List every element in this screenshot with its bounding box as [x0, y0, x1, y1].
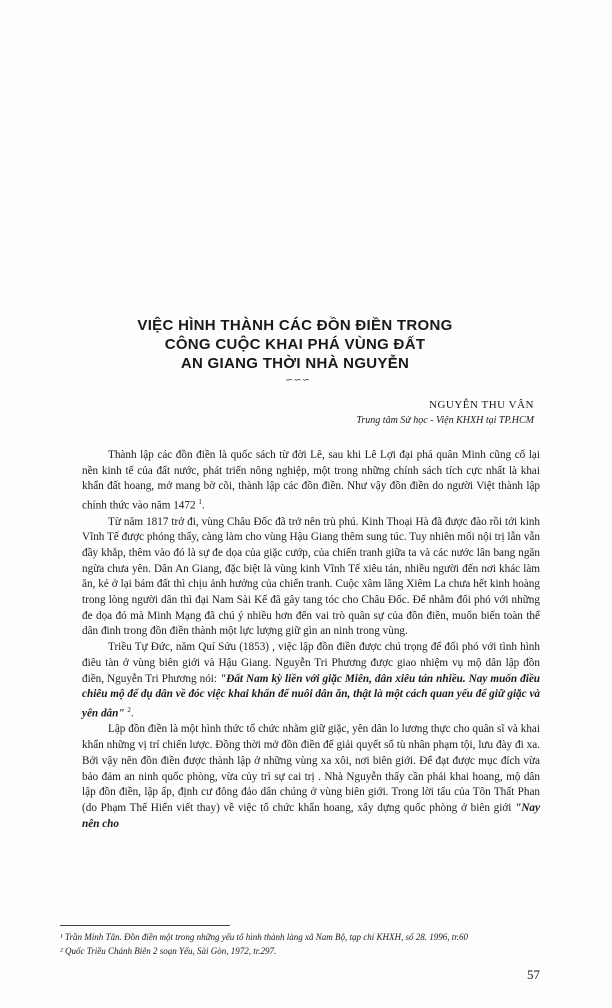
- paragraph-tail: .: [130, 707, 134, 720]
- paragraph: [82, 722, 540, 832]
- title-line: VIỆC HÌNH THÀNH CÁC ĐỒN ĐIỀN TRONG: [137, 317, 453, 334]
- author-name: NGUYỄN THU VÂN: [429, 399, 534, 411]
- article-body: [82, 448, 540, 832]
- paragraph-text: Thành lập các đồn điền là quốc sách từ đời Lê, sau khi Lê Lợi đại phá quân Minh cũng cố lại nền kinh tế của đất nước, phát triển nông nghiệp, một trong những chính sách tích cực nhất là khai khẩn đất hoang, mở mang bờ cõi, thành lập các đồn điền. Như vậy đồn điền do người Việt thành lập chính thức vào năm 1472: [82, 449, 540, 512]
- quotation: "Đất Nam kỳ liền với giặc Miên, dân xiêu tán nhiều. Nay muốn điều chiêu mộ để dụ dân về đóc việc khai khẩn để nuôi dân ăn, thật là một cách quan yếu để giữ giặc và yên dân": [82, 672, 541, 720]
- article-title: [60, 316, 530, 373]
- footnote: ² Quốc Triều Chánh Biên 2 soạn Yếu, Sài Gòn, 1972, tr.297.: [60, 946, 277, 956]
- paragraph-text: Triều Tự Đức, năm Quí Sửu (1853) , việc lập đồn điền được chú trọng để đối phó với tình hình điêu tàn ở vùng biên giới và Hậu Giang. Nguyễn Tri Phương được giao nhiệm vụ mộ dân lập đồn điền, Nguyễn Tri Phương nói:: [82, 641, 540, 685]
- footnote-ref: 1: [198, 498, 202, 507]
- paragraph-text: Lập đồn điền là một hình thức tổ chức nhằm giữ giặc, yên dân lo lương thực cho quân sĩ và khai khẩn những vị trí chiến lược. Đồng thời mở đồn điền để giải quyết số tù nhân phạm tội, lưu đày đi xa. Bởi vậy nên đồn điền được thành lập ở những vùng xa xôi, nơi biên giới. Để đạt được mục đích vừa bảo đảm an ninh quốc phòng, vừa củy trì sự cai trị . Nhà Nguyễn thấy cần phải khai hoang, mộ dân lập đồn điền, lập ấp, định cư đông đảo dân chúng ở vùng biên giới. Trong lời tấu của Tôn Thất Phan (do Phạm Thế Hiển viết thay) về việc tổ chức khẩn hoang, xây dựng quốc phòng ở biên giới: [82, 723, 540, 814]
- paragraph: [82, 515, 540, 641]
- footnote: ¹ Trần Minh Tân. Đồn điền một trong những yếu tố hình thành làng xã Nam Bộ, tạp chí KHXH, số 28. 1996, tr.60: [60, 932, 469, 942]
- quotation: "Nay nên cho: [82, 801, 540, 830]
- paragraph-text: Từ năm 1817 trở đi, vùng Châu Đốc đã trở nên trù phú. Kinh Thoại Hà đã được đào rồi tới kinh Vĩnh Tế được phóng thẩy, càng làm cho vùng Hậu Giang thêm sung túc. Tuy nhiên mối nội trị lẫn vẫn đầy khắp, thêm vào đó là sự đe dọa của giặc cướp, của chiến tranh giữa ta và các nước lân bang ngăn ngừa chưa yên. Dân An Giang, đặc biệt là vùng kinh Vĩnh Tế xiêu tán, nhiều người đến nơi khác làm ăn, kẻ ở lại bám đất thì chịu ảnh hưởng của chiến tranh. Cuộc xâm lăng Xiêm La chưa hết kinh hoàng trong lòng người dân thì đại Nam Sài Kế đã gây tang tóc cho Châu Đốc. Để nhằm đối phó với những đe dọa đó mà Minh Mạng đã chú ý nhiều hơn đến vai trò quân sự của đồn điền, muốn biến toàn thể dân đinh trong đồn điền thành một lực lượng giữ gìn an ninh trong vùng.: [82, 515, 540, 638]
- title-line: CÔNG CUỘC KHAI PHÁ VÙNG ĐẤT: [164, 336, 426, 353]
- footnotes: [60, 931, 540, 959]
- title-line: AN GIANG THỜI NHÀ NGUYỄN: [180, 355, 410, 372]
- footnote-ref: 2: [127, 705, 131, 714]
- ornament: ∽∽∽: [285, 375, 311, 386]
- footnote-divider: [60, 925, 230, 926]
- paragraph: [82, 448, 540, 515]
- paragraph: [82, 640, 540, 722]
- page-number: 57: [527, 967, 540, 982]
- author-affiliation: Trung tâm Sử học - Viện KHXH tại TP.HCM: [356, 415, 534, 426]
- paragraph-tail: .: [201, 499, 205, 512]
